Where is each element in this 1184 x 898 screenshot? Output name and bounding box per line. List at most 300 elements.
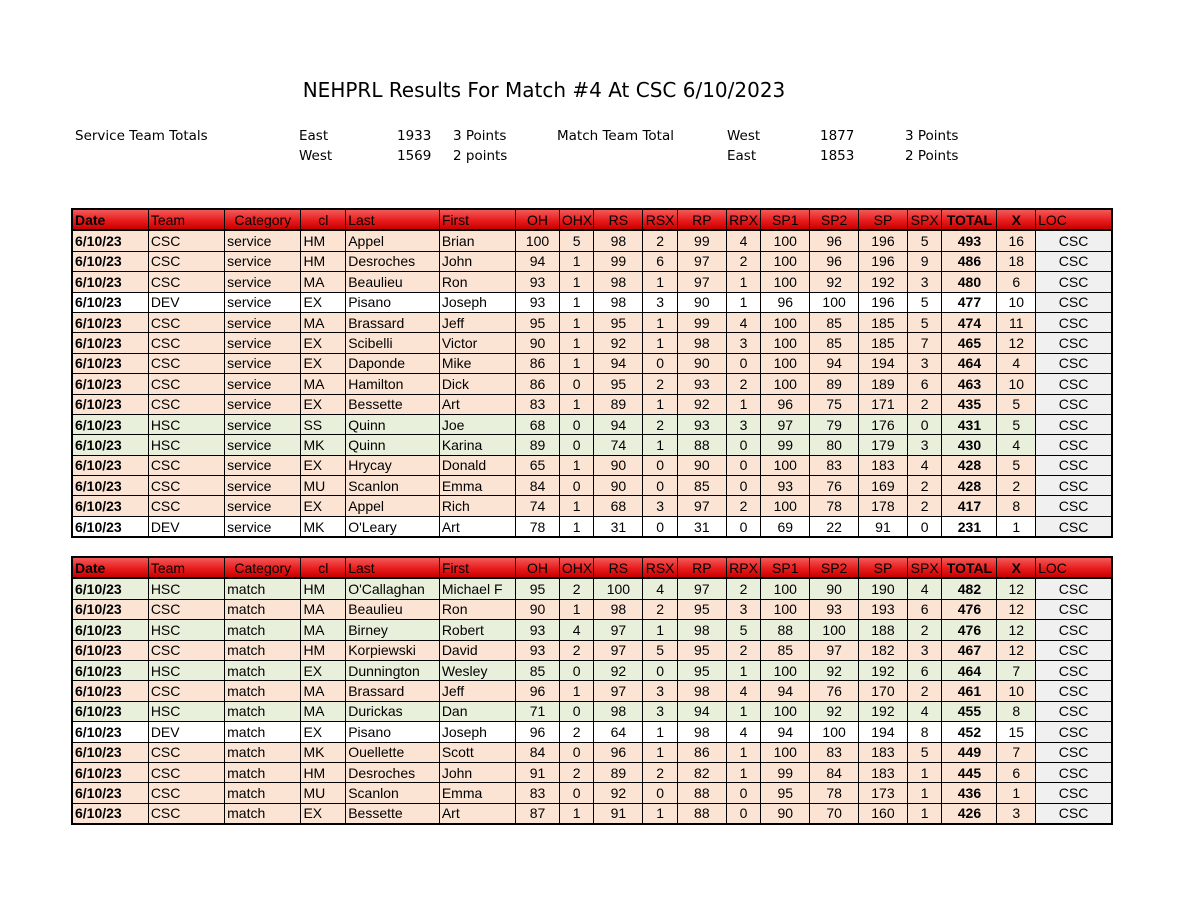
cell-ohx: 1 [559, 292, 594, 312]
cell-date: 6/10/23 [72, 599, 148, 619]
cell-date: 6/10/23 [72, 230, 148, 251]
column-header-cl: cl [301, 209, 346, 230]
cell-sp2: 92 [810, 272, 859, 292]
cell-oh: 68 [516, 414, 560, 434]
cell-rpx: 0 [726, 783, 761, 803]
cell-rs: 99 [594, 251, 643, 271]
cell-sp2: 96 [810, 230, 859, 251]
cell-category: service [225, 414, 301, 434]
cell-date: 6/10/23 [72, 292, 148, 312]
cell-spx: 1 [907, 803, 942, 824]
cell-cl: EX [301, 660, 346, 680]
cell-sp1: 85 [761, 640, 810, 660]
cell-cl: MU [301, 783, 346, 803]
cell-team: CSC [148, 640, 224, 660]
table-row [72, 701, 1112, 721]
cell-team: CSC [148, 783, 224, 803]
cell-sp1: 94 [761, 681, 810, 701]
cell-rp: 31 [677, 516, 726, 537]
cell-oh: 93 [516, 272, 560, 292]
cell-sp: 169 [859, 476, 908, 496]
column-header-rpx: RPX [726, 557, 761, 578]
cell-sp2: 78 [810, 783, 859, 803]
column-header-rsx: RSX [643, 557, 678, 578]
cell-cl: HM [301, 762, 346, 782]
cell-rpx: 1 [726, 701, 761, 721]
cell-loc: CSC [1036, 292, 1112, 312]
cell-loc: CSC [1036, 701, 1112, 721]
cell-loc: CSC [1036, 722, 1112, 742]
cell-sp: 192 [859, 701, 908, 721]
table-row [72, 803, 1112, 824]
cell-x: 4 [997, 435, 1036, 455]
cell-rs: 94 [594, 414, 643, 434]
cell-rpx: 0 [726, 516, 761, 537]
cell-spx: 2 [907, 681, 942, 701]
cell-rsx: 1 [643, 435, 678, 455]
cell-x: 15 [997, 722, 1036, 742]
cell-date: 6/10/23 [72, 476, 148, 496]
cell-cl: MA [301, 701, 346, 721]
cell-rsx: 3 [643, 292, 678, 312]
cell-oh: 89 [516, 435, 560, 455]
cell-sp1: 90 [761, 803, 810, 824]
cell-x: 10 [997, 292, 1036, 312]
column-header-team: Team [148, 209, 224, 230]
cell-total: 428 [942, 455, 997, 475]
cell-team: CSC [148, 251, 224, 271]
column-header-date: Date [72, 557, 148, 578]
cell-rsx: 3 [643, 496, 678, 516]
cell-sp1: 100 [761, 660, 810, 680]
table-row [72, 762, 1112, 782]
cell-sp2: 85 [810, 312, 859, 332]
column-header-team: Team [148, 557, 224, 578]
cell-x: 5 [997, 394, 1036, 414]
cell-rp: 98 [677, 620, 726, 640]
table-row [72, 455, 1112, 475]
cell-sp1: 95 [761, 783, 810, 803]
cell-rp: 97 [677, 578, 726, 599]
cell-spx: 9 [907, 251, 942, 271]
cell-last: Brassard [346, 312, 440, 332]
cell-rpx: 0 [726, 455, 761, 475]
cell-total: 461 [942, 681, 997, 701]
column-header-x: X [997, 557, 1036, 578]
cell-rs: 98 [594, 230, 643, 251]
cell-rs: 98 [594, 599, 643, 619]
cell-cl: HM [301, 230, 346, 251]
cell-total: 467 [942, 640, 997, 660]
cell-rsx: 0 [643, 476, 678, 496]
cell-first: Rich [439, 496, 515, 516]
cell-sp1: 100 [761, 312, 810, 332]
cell-sp1: 100 [761, 455, 810, 475]
cell-last: Ouellette [346, 742, 440, 762]
cell-ohx: 1 [559, 803, 594, 824]
column-header-x: X [997, 209, 1036, 230]
cell-category: match [225, 681, 301, 701]
table-row [72, 272, 1112, 292]
cell-cl: EX [301, 292, 346, 312]
cell-rs: 89 [594, 762, 643, 782]
cell-first: Art [439, 394, 515, 414]
match-rows [72, 578, 1112, 824]
cell-spx: 6 [907, 374, 942, 394]
column-header-first: First [439, 557, 515, 578]
cell-category: match [225, 762, 301, 782]
cell-rp: 88 [677, 435, 726, 455]
cell-sp: 160 [859, 803, 908, 824]
cell-total: 417 [942, 496, 997, 516]
cell-rsx: 0 [643, 783, 678, 803]
service-total-score: 1569 [397, 148, 432, 164]
cell-cl: HM [301, 251, 346, 271]
cell-last: Pisano [346, 722, 440, 742]
cell-total: 435 [942, 394, 997, 414]
cell-cl: MA [301, 599, 346, 619]
table-row [72, 681, 1112, 701]
cell-rpx: 2 [726, 640, 761, 660]
cell-rs: 90 [594, 455, 643, 475]
column-header-oh: OH [516, 209, 560, 230]
cell-oh: 100 [516, 230, 560, 251]
cell-loc: CSC [1036, 230, 1112, 251]
cell-team: CSC [148, 394, 224, 414]
cell-cl: EX [301, 496, 346, 516]
cell-sp: 183 [859, 762, 908, 782]
cell-team: CSC [148, 476, 224, 496]
cell-x: 5 [997, 414, 1036, 434]
cell-rpx: 1 [726, 292, 761, 312]
cell-sp2: 90 [810, 578, 859, 599]
cell-total: 436 [942, 783, 997, 803]
cell-cl: EX [301, 353, 346, 373]
cell-last: Dunnington [346, 660, 440, 680]
cell-last: Pisano [346, 292, 440, 312]
cell-spx: 2 [907, 476, 942, 496]
cell-ohx: 2 [559, 722, 594, 742]
cell-date: 6/10/23 [72, 414, 148, 434]
cell-category: service [225, 455, 301, 475]
cell-ohx: 1 [559, 455, 594, 475]
cell-loc: CSC [1036, 414, 1112, 434]
service-total-team: East [299, 128, 329, 144]
cell-loc: CSC [1036, 272, 1112, 292]
cell-loc: CSC [1036, 578, 1112, 599]
cell-last: Scanlon [346, 476, 440, 496]
cell-oh: 96 [516, 722, 560, 742]
cell-last: Durickas [346, 701, 440, 721]
cell-rp: 85 [677, 476, 726, 496]
cell-x: 4 [997, 353, 1036, 373]
cell-rpx: 2 [726, 496, 761, 516]
cell-oh: 90 [516, 599, 560, 619]
cell-x: 8 [997, 701, 1036, 721]
cell-rpx: 4 [726, 681, 761, 701]
cell-sp2: 94 [810, 353, 859, 373]
cell-category: service [225, 292, 301, 312]
cell-ohx: 0 [559, 476, 594, 496]
service-rows [72, 230, 1112, 537]
table-row [72, 516, 1112, 537]
service-total-score: 1933 [397, 128, 432, 144]
cell-sp2: 70 [810, 803, 859, 824]
cell-loc: CSC [1036, 681, 1112, 701]
cell-sp1: 100 [761, 333, 810, 353]
cell-rpx: 1 [726, 742, 761, 762]
cell-first: Mike [439, 353, 515, 373]
cell-ohx: 1 [559, 333, 594, 353]
cell-cl: HM [301, 640, 346, 660]
cell-date: 6/10/23 [72, 272, 148, 292]
cell-rsx: 1 [643, 620, 678, 640]
cell-sp1: 100 [761, 496, 810, 516]
cell-last: Quinn [346, 414, 440, 434]
cell-team: DEV [148, 722, 224, 742]
cell-ohx: 1 [559, 272, 594, 292]
cell-date: 6/10/23 [72, 803, 148, 824]
cell-cl: MA [301, 620, 346, 640]
cell-first: Robert [439, 620, 515, 640]
cell-loc: CSC [1036, 762, 1112, 782]
cell-spx: 1 [907, 783, 942, 803]
cell-category: match [225, 640, 301, 660]
cell-total: 480 [942, 272, 997, 292]
cell-total: 476 [942, 599, 997, 619]
cell-sp: 178 [859, 496, 908, 516]
cell-sp1: 99 [761, 762, 810, 782]
cell-total: 464 [942, 353, 997, 373]
cell-last: Scibelli [346, 333, 440, 353]
cell-first: Emma [439, 476, 515, 496]
cell-sp1: 96 [761, 292, 810, 312]
cell-sp: 193 [859, 599, 908, 619]
cell-rpx: 0 [726, 476, 761, 496]
cell-rsx: 1 [643, 394, 678, 414]
cell-sp2: 83 [810, 455, 859, 475]
cell-cl: EX [301, 722, 346, 742]
cell-ohx: 0 [559, 660, 594, 680]
table-row [72, 353, 1112, 373]
cell-oh: 86 [516, 353, 560, 373]
service-total-team: West [299, 148, 333, 164]
cell-first: Jeff [439, 312, 515, 332]
cell-rpx: 2 [726, 578, 761, 599]
cell-rpx: 4 [726, 230, 761, 251]
cell-sp: 183 [859, 455, 908, 475]
cell-rsx: 1 [643, 803, 678, 824]
service-total-points: 3 Points [453, 128, 507, 144]
column-header-rp: RP [677, 209, 726, 230]
cell-rp: 98 [677, 722, 726, 742]
cell-rp: 97 [677, 496, 726, 516]
cell-team: CSC [148, 496, 224, 516]
cell-total: 430 [942, 435, 997, 455]
cell-category: service [225, 496, 301, 516]
cell-sp: 91 [859, 516, 908, 537]
cell-first: Michael F [439, 578, 515, 599]
cell-rp: 98 [677, 681, 726, 701]
cell-rp: 88 [677, 783, 726, 803]
match-totals-label: Match Team Total [557, 128, 674, 144]
cell-total: 449 [942, 742, 997, 762]
cell-spx: 4 [907, 578, 942, 599]
cell-rsx: 0 [643, 660, 678, 680]
cell-sp2: 75 [810, 394, 859, 414]
cell-total: 477 [942, 292, 997, 312]
cell-loc: CSC [1036, 640, 1112, 660]
cell-category: match [225, 742, 301, 762]
cell-team: CSC [148, 681, 224, 701]
cell-sp2: 85 [810, 333, 859, 353]
table-row [72, 230, 1112, 251]
cell-cl: EX [301, 455, 346, 475]
cell-category: service [225, 312, 301, 332]
cell-total: 486 [942, 251, 997, 271]
cell-date: 6/10/23 [72, 353, 148, 373]
cell-rs: 98 [594, 292, 643, 312]
column-header-rpx: RPX [726, 209, 761, 230]
cell-sp1: 100 [761, 599, 810, 619]
column-header-rsx: RSX [643, 209, 678, 230]
cell-rpx: 2 [726, 251, 761, 271]
cell-spx: 5 [907, 292, 942, 312]
cell-cl: MA [301, 374, 346, 394]
column-header-first: First [439, 209, 515, 230]
cell-loc: CSC [1036, 312, 1112, 332]
cell-loc: CSC [1036, 496, 1112, 516]
cell-total: 231 [942, 516, 997, 537]
column-header-sp1: SP1 [761, 557, 810, 578]
cell-date: 6/10/23 [72, 701, 148, 721]
column-header-loc: LOC [1036, 557, 1112, 578]
column-header-date: Date [72, 209, 148, 230]
cell-rs: 74 [594, 435, 643, 455]
cell-rsx: 1 [643, 312, 678, 332]
cell-x: 11 [997, 312, 1036, 332]
cell-rs: 97 [594, 620, 643, 640]
cell-rs: 95 [594, 374, 643, 394]
cell-x: 16 [997, 230, 1036, 251]
cell-loc: CSC [1036, 803, 1112, 824]
cell-date: 6/10/23 [72, 722, 148, 742]
cell-first: Donald [439, 455, 515, 475]
cell-date: 6/10/23 [72, 640, 148, 660]
match-results-table [71, 556, 1113, 825]
table-row [72, 496, 1112, 516]
cell-cl: HM [301, 578, 346, 599]
cell-ohx: 5 [559, 230, 594, 251]
cell-first: Scott [439, 742, 515, 762]
cell-oh: 91 [516, 762, 560, 782]
cell-cl: EX [301, 803, 346, 824]
cell-oh: 74 [516, 496, 560, 516]
cell-loc: CSC [1036, 742, 1112, 762]
cell-x: 6 [997, 272, 1036, 292]
column-header-loc: LOC [1036, 209, 1112, 230]
cell-x: 1 [997, 783, 1036, 803]
cell-sp: 194 [859, 722, 908, 742]
cell-sp2: 97 [810, 640, 859, 660]
match-total-score: 1877 [820, 128, 855, 144]
cell-category: service [225, 476, 301, 496]
cell-oh: 94 [516, 251, 560, 271]
cell-team: HSC [148, 414, 224, 434]
cell-ohx: 0 [559, 374, 594, 394]
column-header-total: TOTAL [942, 209, 997, 230]
cell-sp2: 92 [810, 701, 859, 721]
cell-sp: 179 [859, 435, 908, 455]
cell-category: match [225, 783, 301, 803]
cell-sp2: 89 [810, 374, 859, 394]
cell-last: Desroches [346, 251, 440, 271]
table-row [72, 578, 1112, 599]
table-row [72, 333, 1112, 353]
cell-last: Beaulieu [346, 272, 440, 292]
cell-date: 6/10/23 [72, 496, 148, 516]
cell-first: Emma [439, 783, 515, 803]
match-total-team: East [727, 148, 757, 164]
cell-first: Joseph [439, 722, 515, 742]
cell-ohx: 1 [559, 251, 594, 271]
cell-x: 18 [997, 251, 1036, 271]
cell-rs: 97 [594, 640, 643, 660]
cell-last: Desroches [346, 762, 440, 782]
cell-x: 7 [997, 660, 1036, 680]
cell-loc: CSC [1036, 455, 1112, 475]
cell-first: Ron [439, 599, 515, 619]
cell-rs: 98 [594, 701, 643, 721]
cell-rpx: 2 [726, 374, 761, 394]
cell-sp: 176 [859, 414, 908, 434]
cell-team: CSC [148, 762, 224, 782]
cell-rp: 99 [677, 312, 726, 332]
cell-sp: 192 [859, 660, 908, 680]
table-header-row [72, 209, 1112, 230]
cell-rsx: 0 [643, 455, 678, 475]
cell-sp2: 22 [810, 516, 859, 537]
column-header-rs: RS [594, 557, 643, 578]
cell-last: Brassard [346, 681, 440, 701]
cell-ohx: 1 [559, 353, 594, 373]
cell-sp2: 100 [810, 292, 859, 312]
match-total-points: 3 Points [905, 128, 959, 144]
cell-rs: 90 [594, 476, 643, 496]
cell-sp: 196 [859, 230, 908, 251]
cell-rs: 89 [594, 394, 643, 414]
service-totals-label: Service Team Totals [75, 128, 208, 144]
cell-spx: 2 [907, 394, 942, 414]
cell-rpx: 4 [726, 722, 761, 742]
cell-total: 426 [942, 803, 997, 824]
cell-loc: CSC [1036, 374, 1112, 394]
column-header-category: Category [225, 209, 301, 230]
cell-rp: 82 [677, 762, 726, 782]
cell-rp: 95 [677, 660, 726, 680]
cell-oh: 86 [516, 374, 560, 394]
cell-sp2: 79 [810, 414, 859, 434]
cell-sp: 194 [859, 353, 908, 373]
cell-last: Birney [346, 620, 440, 640]
cell-total: 493 [942, 230, 997, 251]
cell-rs: 92 [594, 783, 643, 803]
cell-spx: 2 [907, 620, 942, 640]
cell-team: CSC [148, 374, 224, 394]
cell-ohx: 1 [559, 496, 594, 516]
cell-team: HSC [148, 660, 224, 680]
cell-ohx: 2 [559, 578, 594, 599]
